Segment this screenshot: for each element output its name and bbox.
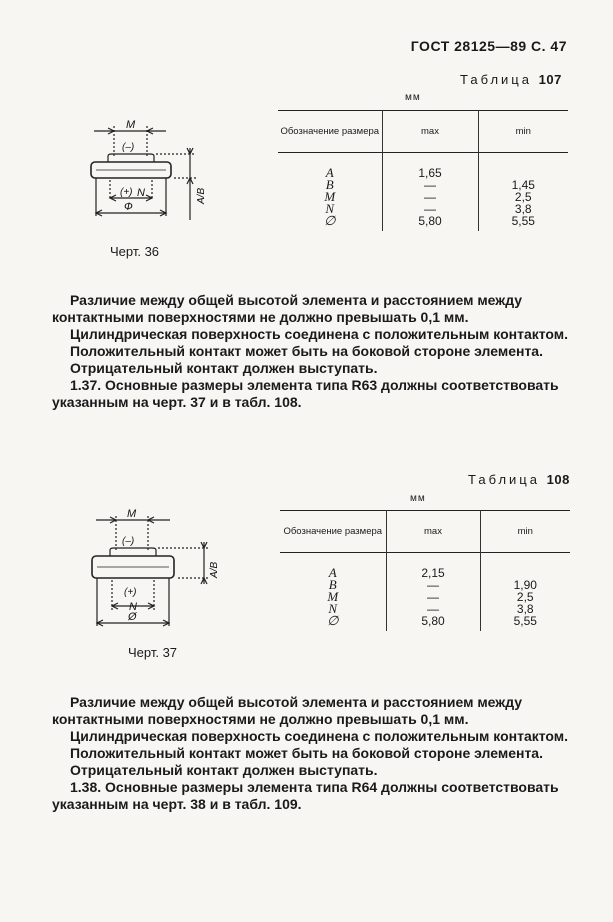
table-row	[280, 615, 570, 631]
dim-label-diameter: Ø	[128, 611, 137, 623]
dim-label-m: M	[127, 508, 137, 520]
label-positive: (+)	[120, 187, 133, 198]
paragraph: 1.37. Основные размеры элемента типа R63 должны соответствовать указанным на черт. 37 и в табл. 108.	[52, 377, 559, 410]
paragraph: Различие между общей высотой элемента и расстоянием между контактными поверхностями не должно превышать 0,1 мм.	[52, 694, 523, 727]
paragraph: 1.38. Основные размеры элемента типа R64 должны соответствовать указанным на черт. 38 и в табл. 109.	[52, 779, 559, 812]
dim-label-n: N	[137, 187, 145, 199]
cell-sym: A	[325, 165, 334, 180]
table-107-units: мм	[405, 92, 421, 103]
cell-sym: ∅	[324, 213, 336, 228]
cell-max: —	[386, 579, 480, 591]
page-header: ГОСТ 28125—89 С. 47	[410, 38, 567, 54]
cell-sym: ∅	[327, 613, 339, 628]
paragraph: Отрицательный контакт должен выступать.	[70, 360, 378, 376]
table-label: Таблица	[460, 72, 532, 87]
col-header-max: max	[386, 511, 480, 553]
dim-label-ab: A/B	[196, 187, 207, 204]
table-row	[278, 153, 568, 180]
cell-min: 2,5	[480, 591, 570, 603]
cell-min	[478, 153, 568, 180]
paragraph: Положительный контакт может быть на боковой стороне элемента.	[70, 343, 543, 359]
table-107-caption	[460, 72, 562, 87]
cell-min: 5,55	[480, 615, 570, 631]
paragraph: Отрицательный контакт должен выступать.	[70, 762, 378, 778]
cell-sym: B	[328, 577, 337, 592]
table-108-units: мм	[410, 493, 426, 504]
table-108	[280, 510, 570, 631]
paragraph: Различие между общей высотой элемента и расстоянием между контактными поверхностями не должно превышать 0,1 мм.	[52, 292, 523, 325]
col-header-designation: Обозначение размера	[280, 126, 380, 137]
dim-label-ab: A/B	[209, 561, 220, 578]
cell-max: —	[386, 603, 480, 615]
label-negative: (–)	[122, 536, 135, 547]
table-107	[278, 110, 568, 231]
table-number: 107	[538, 72, 562, 87]
table-row	[278, 215, 568, 231]
cell-sym: M	[324, 189, 336, 204]
cell-min: 5,55	[478, 215, 568, 231]
cell-min: 3,8	[480, 603, 570, 615]
cell-min: 1,90	[480, 579, 570, 591]
paragraph: Цилиндрическая поверхность соединена с положительным контактом.	[70, 326, 569, 342]
table-108-caption	[468, 472, 570, 487]
cell-max: —	[382, 191, 478, 203]
figure-36-caption: Черт. 36	[110, 244, 160, 259]
cell-min: 1,45	[478, 179, 568, 191]
text-block-1	[52, 292, 572, 411]
cell-sym: N	[325, 201, 335, 216]
cell-min	[480, 553, 570, 580]
cell-min: 3,8	[478, 203, 568, 215]
text-block-2	[52, 694, 572, 813]
figure-36	[84, 112, 214, 242]
cell-max: —	[386, 591, 480, 603]
cell-min: 2,5	[478, 191, 568, 203]
table-row	[280, 553, 570, 580]
label-positive: (+)	[124, 587, 137, 598]
col-header-min: min	[480, 511, 570, 553]
col-header-designation: Обозначение размера	[283, 526, 383, 537]
col-header-max: max	[382, 111, 478, 153]
cell-sym: A	[328, 565, 337, 580]
cell-max: 5,80	[386, 615, 480, 631]
cell-sym: B	[325, 177, 334, 192]
cell-max: —	[382, 179, 478, 191]
figure-37	[86, 506, 221, 636]
cell-sym: M	[327, 589, 339, 604]
paragraph: Положительный контакт может быть на боковой стороне элемента.	[70, 745, 543, 761]
label-negative: (–)	[122, 142, 135, 153]
paragraph: Цилиндрическая поверхность соединена с положительным контактом.	[70, 728, 569, 744]
cell-max: —	[382, 203, 478, 215]
table-label: Таблица	[468, 472, 540, 487]
cell-sym: N	[328, 601, 338, 616]
dim-label-diameter: Ф	[124, 201, 133, 213]
cell-max: 1,65	[382, 153, 478, 180]
figure-37-caption: Черт. 37	[128, 645, 178, 660]
table-number: 108	[546, 472, 570, 487]
dim-label-n: N	[129, 601, 137, 613]
col-header-min: min	[478, 111, 568, 153]
dim-label-m: M	[126, 119, 136, 131]
cell-max: 2,15	[386, 553, 480, 580]
cell-max: 5,80	[382, 215, 478, 231]
